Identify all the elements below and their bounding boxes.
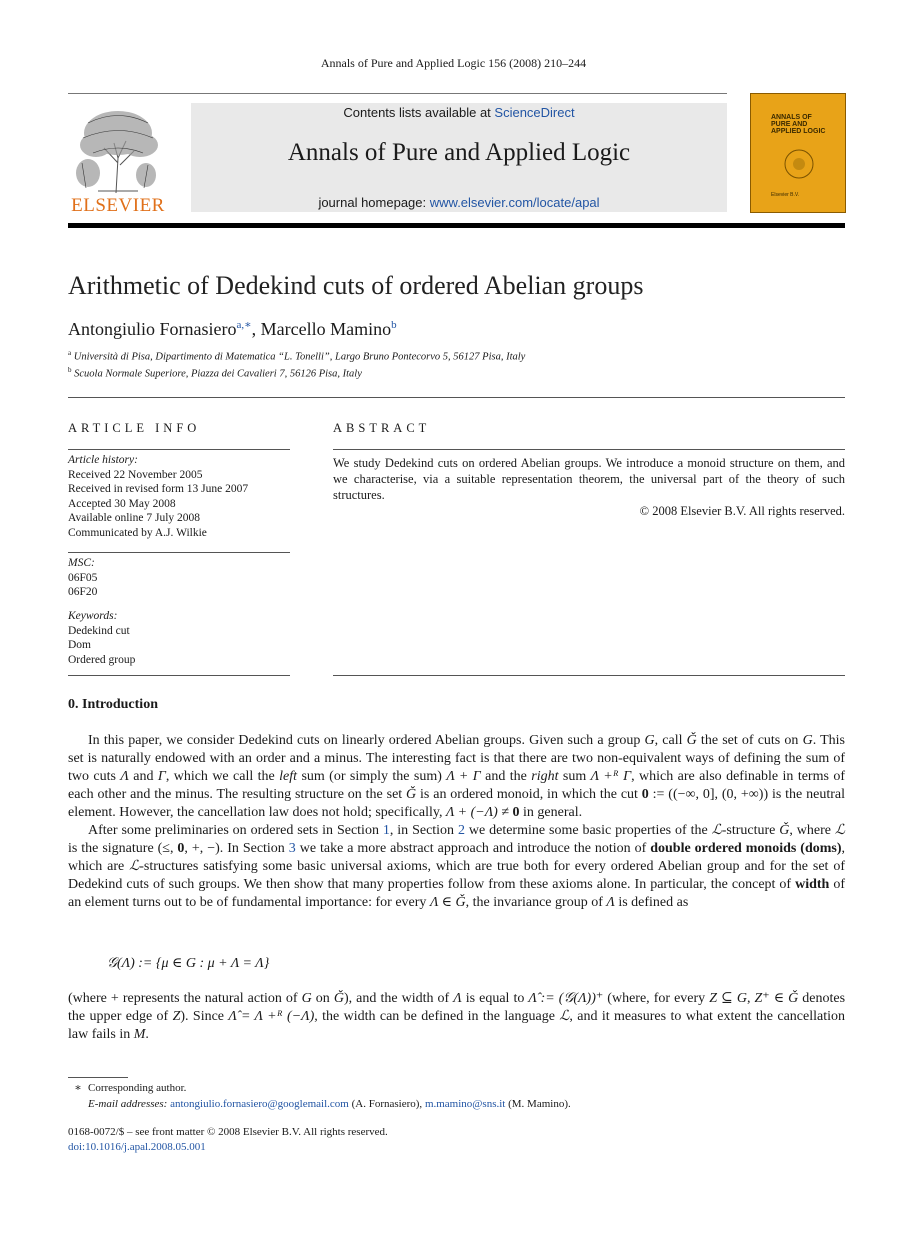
footnote-text: Corresponding author. xyxy=(88,1082,187,1094)
keyword: Dom xyxy=(68,639,91,651)
affiliation-a xyxy=(68,349,525,363)
homepage-prefix: journal homepage: xyxy=(318,195,430,210)
email-label: E-mail addresses: xyxy=(88,1098,168,1110)
abstract-copyright: © 2008 Elsevier B.V. All rights reserved. xyxy=(639,504,845,518)
footnote-emails xyxy=(88,1097,865,1112)
masthead-rule xyxy=(68,223,845,228)
section-ref-1[interactable]: 1 xyxy=(382,823,390,838)
footnote-corresponding xyxy=(68,1081,845,1096)
abstract-body xyxy=(333,455,845,519)
info-rule xyxy=(68,552,290,553)
email-link[interactable]: m.mamino@sns.it xyxy=(424,1098,506,1110)
author-separator: , xyxy=(251,319,261,339)
journal-banner xyxy=(191,103,727,212)
cover-title-line: ANNALS OF xyxy=(771,114,812,121)
article-title: Arithmetic of Dedekind cuts of ordered Abelian groups xyxy=(68,271,644,300)
header-rule xyxy=(68,93,727,94)
history-item: Received in revised form 13 June 2007 xyxy=(68,483,249,495)
history-item: Accepted 30 May 2008 xyxy=(68,497,176,510)
info-rule xyxy=(68,675,290,676)
cover-title-line: APPLIED LOGIC xyxy=(771,128,826,135)
section-ref-2[interactable]: 2 xyxy=(457,823,465,838)
abstract-text: We study Dedekind cuts on ordered Abelian groups. We introduce a monoid structure on them, and we characterise, via a suitable representation theorem, the universal part of the theory of such structures. xyxy=(333,456,845,502)
paragraph-1: In this paper, we consider Dedekind cuts on linearly ordered Abelian groups. Given such a group G, call Ǧ the set of cuts on G. This set is naturally endowed with an order and a minus. The interesting fact is that there are two non-equivalent ways of defining the sum of two cuts Λ and Γ, which we call the left sum (or simply the sum) Λ + Γ and the right sum Λ +ᴿ Γ, which are also definable in terms of each other and the minus. The resulting structure on the set Ǧ is an ordered monoid, in which the cut 0 := ((−∞, 0], (0, +∞)) is the neutral element. However, the cancellation law does not hold; specifically, Λ + (−Λ) ≠ 0 in general. xyxy=(68,733,845,820)
author-name: Antongiulio Fornasiero xyxy=(68,319,237,339)
paragraph-2: After some preliminaries on ordered sets in Section 1, in Section 2 we determine some basic properties of the ℒ-structure Ǧ, where ℒ is the signature (≤, 0, +, −). In Section 3 we take a more abstract approach and introduce the notion of double ordered monoids (doms), which are ℒ-structures satisfying some basic universal axioms, which are true both for every ordered Abelian group and for the set of Dedekind cuts of such groups. We then show that many properties follow from these axioms alone. In particular, the concept of width of an element turns out to be of fundamental importance: for every Λ ∈ Ǧ, the invariance group of Λ is defined as xyxy=(68,823,846,910)
issn-line: 0168-0072/$ – see front matter © 2008 Elsevier B.V. All rights reserved. xyxy=(68,1126,388,1138)
msc-block xyxy=(68,556,290,600)
author-affiliation-marker[interactable]: a,∗ xyxy=(236,319,252,331)
keyword: Dedekind cut xyxy=(68,624,130,637)
article-history xyxy=(68,453,290,540)
journal-title: Annals of Pure and Applied Logic xyxy=(287,139,631,166)
contents-prefix: Contents lists available at xyxy=(343,105,495,120)
affiliation-text: Scuola Normale Superiore, Piazza dei Cavalieri 7, 56126 Pisa, Italy xyxy=(74,368,362,380)
intro-body-continued xyxy=(68,990,845,1044)
affiliation-marker: b xyxy=(68,366,72,374)
keyword: Ordered group xyxy=(68,653,136,666)
history-item: Received 22 November 2005 xyxy=(68,468,203,481)
info-rule xyxy=(68,449,290,450)
msc-code: 06F20 xyxy=(68,586,98,598)
history-item: Available online 7 July 2008 xyxy=(68,512,201,524)
keywords-block xyxy=(68,609,290,667)
section-rule xyxy=(68,397,845,398)
msc-code: 06F05 xyxy=(68,571,98,584)
affiliation-b xyxy=(68,366,362,380)
cover-emblem-icon xyxy=(779,144,819,184)
footnote-marker: ∗ xyxy=(74,1082,82,1094)
homepage-line xyxy=(191,195,727,210)
email-owner: (M. Mamino). xyxy=(505,1098,571,1110)
author-line xyxy=(68,318,397,340)
email-link[interactable]: antongiulio.fornasiero@googlemail.com xyxy=(170,1098,349,1110)
intro-body xyxy=(68,732,845,912)
cover-title xyxy=(771,114,825,135)
homepage-link[interactable]: www.elsevier.com/locate/apal xyxy=(429,195,600,210)
section-ref-3[interactable]: 3 xyxy=(288,841,296,856)
section-heading-introduction: 0. Introduction xyxy=(68,697,158,712)
sciencedirect-link[interactable]: ScienceDirect xyxy=(494,105,575,120)
affiliation-marker: a xyxy=(68,349,72,357)
article-info-heading: ARTICLE INFO xyxy=(68,421,201,435)
history-label: Article history: xyxy=(68,454,138,466)
keywords-label: Keywords: xyxy=(68,610,118,622)
author-name: Marcello Mamino xyxy=(260,319,392,339)
abstract-heading: ABSTRACT xyxy=(333,421,431,435)
cover-title-line: PURE AND xyxy=(771,121,808,128)
affiliation-text: Università di Pisa, Dipartimento di Matematica “L. Tonelli”, Largo Bruno Pontecorvo 5, 56127 Pisa, Italy xyxy=(73,351,526,363)
display-equation: 𝒢(Λ) := {μ ∈ G : μ + Λ = Λ} xyxy=(107,956,270,971)
doi-link[interactable]: doi:10.1016/j.apal.2008.05.001 xyxy=(68,1141,206,1153)
msc-label: MSC: xyxy=(68,557,95,569)
running-header: Annals of Pure and Applied Logic 156 (2008) 210–244 xyxy=(320,56,587,70)
history-item: Communicated by A.J. Wilkie xyxy=(68,526,207,539)
contents-line xyxy=(191,105,727,120)
footnote-rule xyxy=(68,1077,128,1078)
publisher-wordmark: ELSEVIER xyxy=(71,195,165,216)
abstract-rule xyxy=(333,449,845,450)
cover-subtitle: Elsevier B.V. xyxy=(771,192,800,198)
paragraph-3: (where + represents the natural action of G on Ǧ), and the width of Λ is equal to Λ̂ := (𝒢(Λ))⁺ (where, for every Z ⊆ G, Z⁺ ∈ Ǧ denotes the upper edge of Z). Since Λ̂ = Λ +ᴿ (−Λ), the width can be defined in the language ℒ, and it measures to what extent the cancellation law fails in M. xyxy=(68,991,846,1042)
email-owner: (A. Fornasiero), xyxy=(348,1098,425,1110)
author-affiliation-marker[interactable]: b xyxy=(391,319,397,331)
abstract-rule xyxy=(333,675,845,676)
journal-cover-thumbnail xyxy=(750,93,846,213)
